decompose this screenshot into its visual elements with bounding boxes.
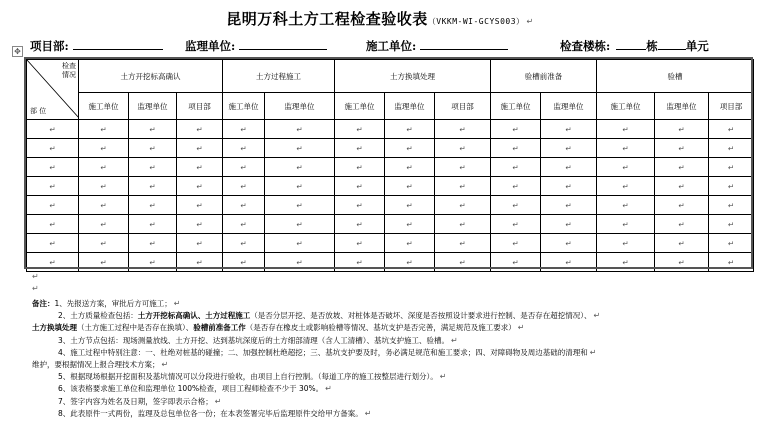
paragraph-mark: ↵: [364, 408, 372, 418]
check-cell[interactable]: ↵: [491, 215, 541, 234]
note-text: 7、签字内容为姓名及日期，签字即表示合格；: [58, 396, 213, 406]
note-line: [32, 371, 752, 383]
paragraph-mark: ↵: [161, 360, 169, 370]
note-line: [32, 335, 752, 347]
check-cell[interactable]: ↵: [541, 196, 597, 215]
location-cell[interactable]: ↵: [27, 177, 79, 196]
check-cell[interactable]: ↵: [265, 177, 335, 196]
check-cell[interactable]: ↵: [435, 196, 491, 215]
group-header: 土方换填处理: [335, 60, 491, 93]
notes-section: [32, 298, 752, 420]
subhead-cell: 监理单位: [385, 93, 435, 120]
check-cell[interactable]: ↵: [435, 158, 491, 177]
check-cell[interactable]: ↵: [129, 253, 177, 272]
table-row: [27, 120, 754, 139]
check-cell[interactable]: ↵: [265, 253, 335, 272]
check-cell[interactable]: ↵: [435, 177, 491, 196]
check-cell[interactable]: ↵: [129, 215, 177, 234]
check-cell[interactable]: ↵: [79, 215, 129, 234]
document-title: [0, 8, 760, 29]
paragraph-mark: ↵: [517, 323, 525, 333]
check-cell[interactable]: ↵: [79, 234, 129, 253]
note-emphasis: 验槽前准备工作: [193, 323, 246, 333]
building-blank-1[interactable]: [616, 38, 646, 50]
subhead-cell: 项目部: [435, 93, 491, 120]
check-cell[interactable]: ↵: [177, 158, 223, 177]
check-cell[interactable]: ↵: [223, 139, 265, 158]
check-cell[interactable]: ↵: [79, 253, 129, 272]
subhead-cell: 监理单位: [129, 93, 177, 120]
check-cell[interactable]: ↵: [385, 234, 435, 253]
note-text: 3、土方节点包括：现场测量放线、土方开挖、达到基坑深度后的土方细部清理（含人工清槽）、基坑支护施工、验槽。: [58, 335, 450, 345]
check-cell[interactable]: ↵: [655, 177, 709, 196]
check-cell[interactable]: ↵: [223, 177, 265, 196]
check-cell[interactable]: ↵: [385, 158, 435, 177]
check-cell[interactable]: ↵: [491, 234, 541, 253]
check-cell[interactable]: ↵: [655, 139, 709, 158]
check-cell[interactable]: ↵: [385, 196, 435, 215]
paragraph-mark: ↵: [32, 284, 39, 293]
check-cell[interactable]: ↵: [385, 177, 435, 196]
check-cell[interactable]: ↵: [265, 234, 335, 253]
subhead-cell: 施工单位: [223, 93, 265, 120]
paragraph-mark: ↵: [593, 311, 601, 321]
subhead-cell: 施工单位: [597, 93, 655, 120]
check-cell[interactable]: ↵: [435, 234, 491, 253]
check-cell[interactable]: ↵: [655, 234, 709, 253]
check-cell[interactable]: ↵: [491, 196, 541, 215]
group-header: 土方过程施工: [223, 60, 335, 93]
table-row: [27, 177, 754, 196]
table-row: [27, 234, 754, 253]
building-unit-1: 栋: [646, 39, 658, 53]
check-cell[interactable]: ↵: [435, 120, 491, 139]
check-cell[interactable]: ↵: [491, 253, 541, 272]
check-cell[interactable]: ↵: [491, 120, 541, 139]
check-cell[interactable]: ↵: [223, 196, 265, 215]
paragraph-mark: ↵: [439, 372, 447, 382]
note-text: （是否分层开挖、是否放坡、对桩体是否破坏、深度是否按照设计要求进行控制、是否存在超挖情况）、: [250, 311, 592, 321]
note-line: [32, 383, 752, 395]
table-row: [27, 196, 754, 215]
check-cell[interactable]: ↵: [223, 234, 265, 253]
check-cell[interactable]: ↵: [541, 120, 597, 139]
check-cell[interactable]: ↵: [129, 196, 177, 215]
check-cell[interactable]: ↵: [541, 177, 597, 196]
check-cell[interactable]: ↵: [709, 234, 754, 253]
corner-top-label: 检查 情况: [62, 62, 76, 79]
group-header: 验槽前准备: [491, 60, 597, 93]
note-text: 1、先报送方案，审批后方可施工；: [54, 299, 172, 308]
check-cell[interactable]: ↵: [129, 158, 177, 177]
corner-header-cell: [27, 60, 79, 120]
check-cell[interactable]: ↵: [129, 234, 177, 253]
inspection-table: [26, 59, 754, 272]
contractor-label: 施工单位:: [366, 39, 417, 53]
check-cell[interactable]: ↵: [435, 253, 491, 272]
check-cell[interactable]: ↵: [709, 120, 754, 139]
check-cell[interactable]: ↵: [541, 158, 597, 177]
check-cell[interactable]: ↵: [265, 158, 335, 177]
table-body: [27, 120, 754, 272]
check-cell[interactable]: ↵: [491, 139, 541, 158]
check-cell[interactable]: ↵: [655, 158, 709, 177]
paragraph-mark: ↵: [526, 17, 534, 26]
check-cell[interactable]: ↵: [335, 215, 385, 234]
check-cell[interactable]: ↵: [709, 139, 754, 158]
check-cell[interactable]: ↵: [597, 196, 655, 215]
header-row-subheads: [27, 93, 754, 120]
note-text: 6、该表格要求施工单位和监理单位 100%检查，项目工程师检查不少于 30%。: [58, 384, 324, 394]
check-cell[interactable]: ↵: [177, 234, 223, 253]
note-line: [32, 310, 752, 322]
check-cell[interactable]: ↵: [597, 120, 655, 139]
check-cell[interactable]: ↵: [435, 139, 491, 158]
check-cell[interactable]: ↵: [265, 139, 335, 158]
subhead-cell: 监理单位: [541, 93, 597, 120]
paragraph-mark: ↵: [173, 299, 181, 308]
location-cell[interactable]: ↵: [27, 253, 79, 272]
table-row: [27, 139, 754, 158]
note-line: [32, 322, 752, 334]
check-cell[interactable]: ↵: [177, 253, 223, 272]
check-cell[interactable]: ↵: [79, 196, 129, 215]
check-cell[interactable]: ↵: [597, 253, 655, 272]
check-cell[interactable]: ↵: [385, 120, 435, 139]
check-cell[interactable]: ↵: [177, 177, 223, 196]
supervisor-blank[interactable]: [239, 38, 327, 50]
supervisor-field: [185, 38, 327, 54]
check-cell[interactable]: ↵: [79, 139, 129, 158]
notes-label: 备注：: [32, 299, 55, 308]
note-text: 8、此表原件一式两份，监理及总包单位各一份；在本表签署完毕后监理原件交给甲方备案。: [58, 408, 363, 418]
check-cell[interactable]: ↵: [655, 120, 709, 139]
note-text: （土方施工过程中是否存在换填）、: [77, 323, 194, 333]
paragraph-mark: ↵: [589, 347, 597, 357]
check-cell[interactable]: ↵: [491, 177, 541, 196]
check-cell[interactable]: ↵: [265, 120, 335, 139]
location-cell[interactable]: ↵: [27, 215, 79, 234]
check-cell[interactable]: ↵: [655, 253, 709, 272]
check-cell[interactable]: ↵: [335, 177, 385, 196]
check-cell[interactable]: ↵: [129, 120, 177, 139]
paragraph-mark: ↵: [451, 335, 458, 345]
note-text: 5、根据现场根据开挖面积及基坑情况可以分段进行验收，由项目上自行控制。（每道工序的施工按整层进行划分）。: [58, 372, 438, 382]
check-cell[interactable]: ↵: [265, 215, 335, 234]
group-header: 土方开挖标高确认: [79, 60, 223, 93]
note-line: [32, 298, 752, 310]
building-unit-2: 单元: [685, 39, 709, 53]
check-cell[interactable]: ↵: [385, 139, 435, 158]
check-cell[interactable]: ↵: [223, 215, 265, 234]
check-cell[interactable]: ↵: [177, 120, 223, 139]
check-cell[interactable]: ↵: [597, 158, 655, 177]
table-row: [27, 253, 754, 272]
table-row: [27, 158, 754, 177]
check-cell[interactable]: ↵: [335, 158, 385, 177]
note-emphasis: 土方开挖标高确认、土方过程施工: [137, 311, 251, 321]
check-cell[interactable]: ↵: [129, 177, 177, 196]
project-label: 项目部:: [30, 39, 69, 53]
note-line: [32, 408, 752, 420]
location-cell[interactable]: ↵: [27, 120, 79, 139]
check-cell[interactable]: ↵: [655, 196, 709, 215]
note-text: 4、施工过程中特别注意：一、杜绝对桩基的碰撞；二、加强控制杜绝超挖；三、基坑支护要及时，务必满足规范和施工要求；四、对障碍物及周边基础的清理和: [58, 347, 588, 357]
check-cell[interactable]: ↵: [597, 139, 655, 158]
check-cell[interactable]: ↵: [335, 196, 385, 215]
contractor-blank[interactable]: [420, 38, 508, 50]
check-cell[interactable]: ↵: [597, 177, 655, 196]
note-text: 维护，要根据情况上报合理技术方案；: [32, 360, 160, 370]
check-cell[interactable]: ↵: [177, 215, 223, 234]
subhead-cell: 项目部: [709, 93, 754, 120]
check-cell[interactable]: ↵: [335, 139, 385, 158]
check-cell[interactable]: ↵: [709, 158, 754, 177]
subhead-cell: 施工单位: [79, 93, 129, 120]
location-cell[interactable]: ↵: [27, 139, 79, 158]
check-cell[interactable]: ↵: [597, 234, 655, 253]
check-cell[interactable]: ↵: [177, 196, 223, 215]
note-line: [32, 359, 752, 371]
subhead-cell: 监理单位: [265, 93, 335, 120]
supervisor-label: 监理单位:: [185, 39, 236, 53]
check-cell[interactable]: ↵: [129, 139, 177, 158]
building-field: [560, 38, 709, 54]
table-move-handle-icon[interactable]: ✥: [12, 46, 23, 57]
paragraph-mark: ↵: [214, 396, 222, 406]
check-cell[interactable]: ↵: [335, 253, 385, 272]
check-cell[interactable]: ↵: [541, 139, 597, 158]
note-text: （是否存在橡皮土或影响验槽等情况、基坑支护是否完善，满足规范及施工要求）: [245, 323, 516, 333]
check-cell[interactable]: ↵: [541, 253, 597, 272]
note-line: [32, 347, 752, 359]
check-cell[interactable]: ↵: [541, 215, 597, 234]
subhead-cell: 项目部: [177, 93, 223, 120]
subhead-cell: 施工单位: [491, 93, 541, 120]
note-line: [32, 396, 752, 408]
check-cell[interactable]: ↵: [709, 177, 754, 196]
check-cell[interactable]: ↵: [709, 196, 754, 215]
check-cell[interactable]: ↵: [335, 120, 385, 139]
check-cell[interactable]: ↵: [223, 120, 265, 139]
subhead-cell: 施工单位: [335, 93, 385, 120]
check-cell[interactable]: ↵: [491, 158, 541, 177]
location-cell[interactable]: ↵: [27, 234, 79, 253]
header-row-groups: [27, 60, 754, 93]
note-emphasis: 土方换填处理: [32, 323, 77, 333]
check-cell[interactable]: ↵: [335, 234, 385, 253]
check-cell[interactable]: ↵: [79, 120, 129, 139]
check-cell[interactable]: ↵: [597, 215, 655, 234]
contractor-field: [366, 38, 508, 54]
table-row: [27, 215, 754, 234]
corner-bottom-label: 部 位: [30, 107, 47, 115]
check-cell[interactable]: ↵: [435, 215, 491, 234]
building-label: 检查楼栋:: [560, 39, 611, 53]
check-cell[interactable]: ↵: [79, 158, 129, 177]
building-blank-2[interactable]: [658, 38, 686, 50]
subhead-cell: 监理单位: [655, 93, 709, 120]
paragraph-mark: ↵: [32, 272, 39, 281]
title-code: （VKKM-WI-GCYS003）: [427, 17, 525, 26]
note-text: 2、土方质量检查包括：: [58, 311, 138, 321]
location-cell[interactable]: ↵: [27, 196, 79, 215]
check-cell[interactable]: ↵: [223, 253, 265, 272]
check-cell[interactable]: ↵: [709, 215, 754, 234]
check-cell[interactable]: ↵: [655, 215, 709, 234]
check-cell[interactable]: ↵: [223, 158, 265, 177]
paragraph-mark: ↵: [325, 384, 332, 394]
project-blank[interactable]: [73, 38, 163, 50]
location-cell[interactable]: ↵: [27, 158, 79, 177]
check-cell[interactable]: ↵: [177, 139, 223, 158]
check-cell[interactable]: ↵: [541, 234, 597, 253]
check-cell[interactable]: ↵: [709, 253, 754, 272]
group-header: 验槽: [597, 60, 754, 93]
project-field: [30, 38, 163, 54]
check-cell[interactable]: ↵: [385, 253, 435, 272]
check-cell[interactable]: ↵: [385, 215, 435, 234]
check-cell[interactable]: ↵: [79, 177, 129, 196]
check-cell[interactable]: ↵: [265, 196, 335, 215]
title-text: 昆明万科土方工程检查验收表: [226, 10, 428, 28]
